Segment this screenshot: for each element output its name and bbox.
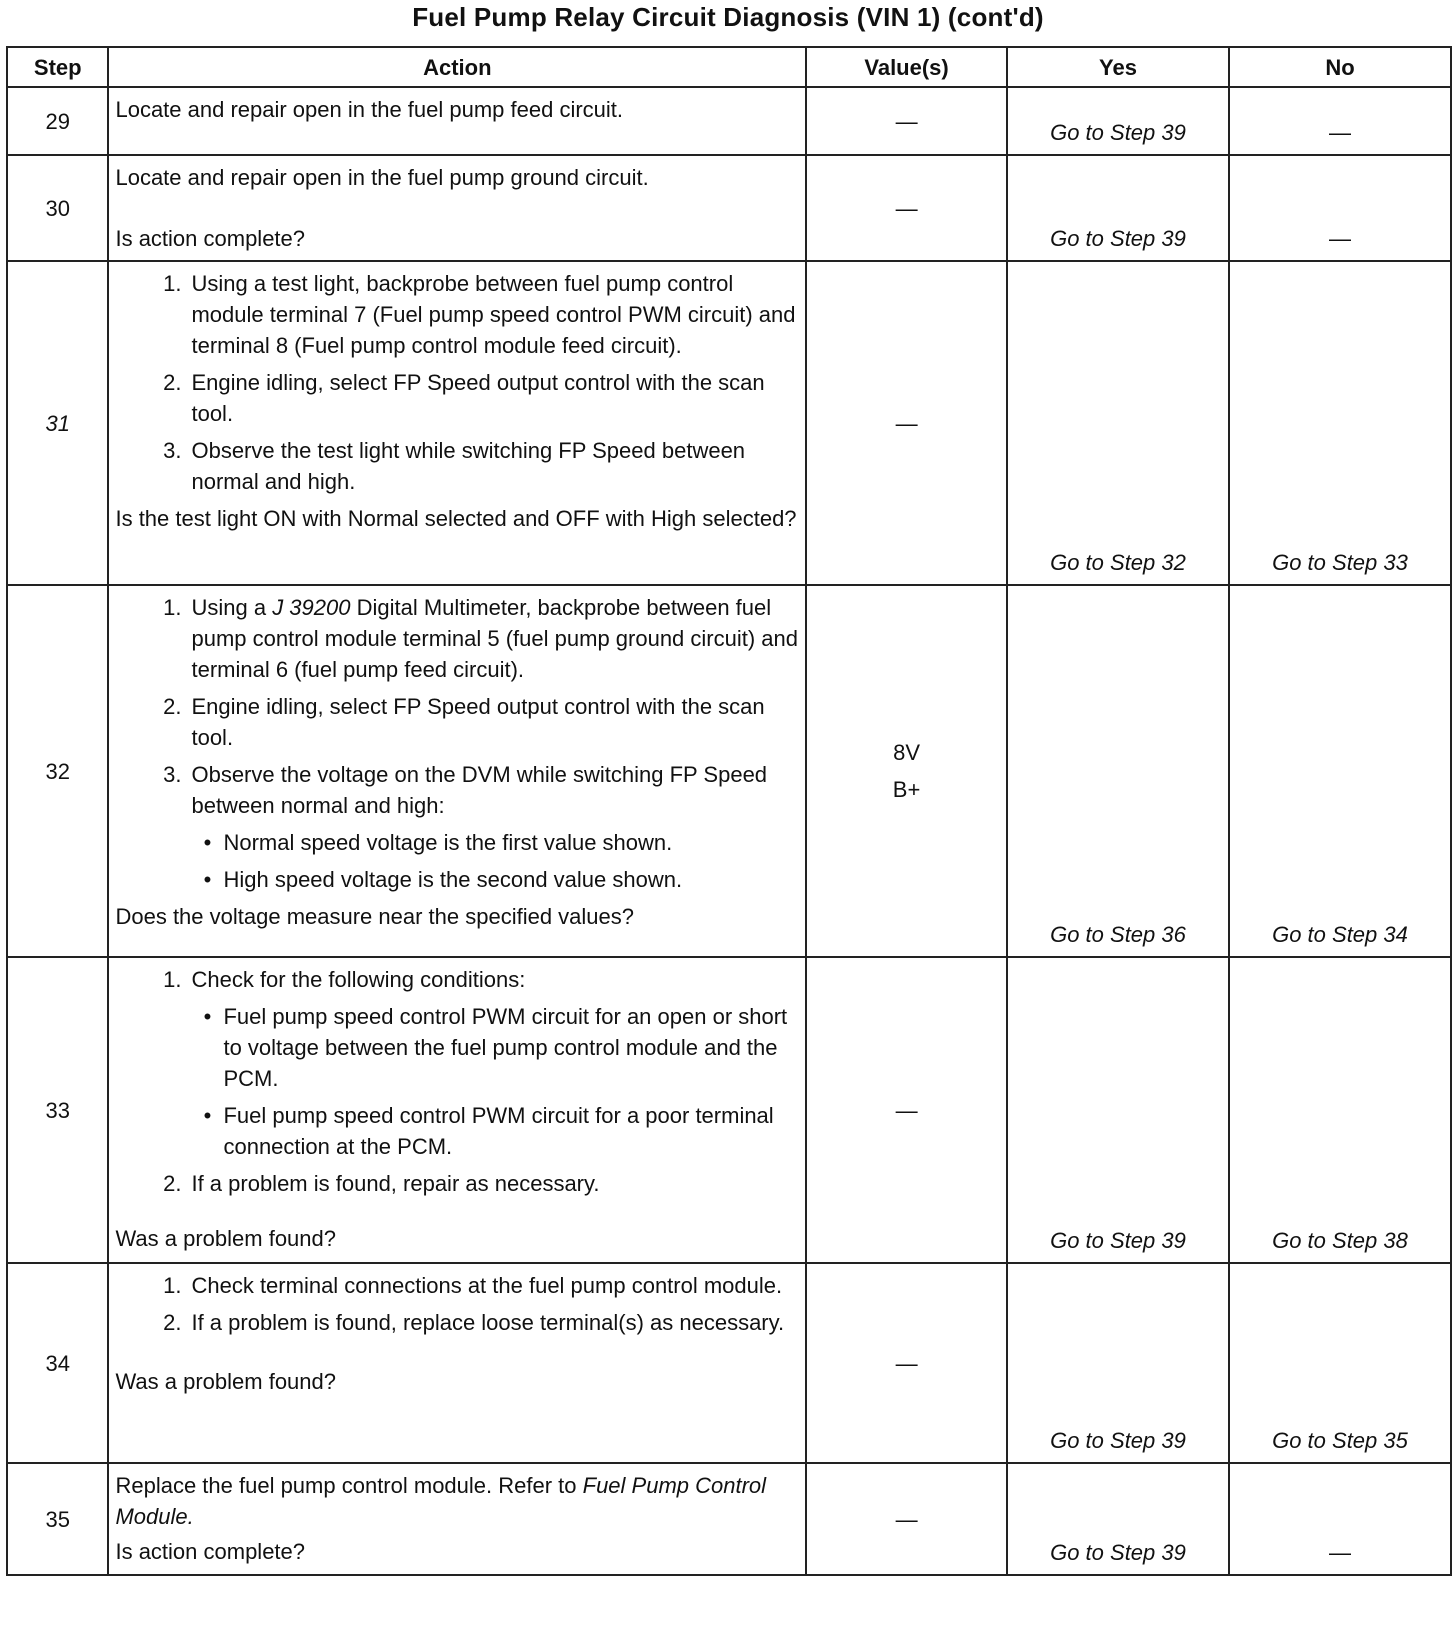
action-question: Was a problem found? [115, 1369, 336, 1394]
no-link[interactable]: Go to Step 33 [1229, 261, 1451, 585]
list-item: 1. Using a J 39200 Digital Multimeter, backprobe between fuel pump control module terminal 5 (fuel pump ground circuit) and terminal 6 (fuel pump feed circuit). [163, 595, 798, 682]
no-cell: — [1229, 155, 1451, 261]
no-link[interactable]: Go to Step 35 [1229, 1263, 1451, 1463]
list-item: 3. Observe the voltage on the DVM while switching FP Speed between normal and high: • Normal speed voltage is the first value shown. • High speed voltage is the second value shown. [115, 759, 799, 895]
yes-link[interactable]: Go to Step 32 [1007, 261, 1229, 585]
value-cell: — [806, 1463, 1007, 1575]
yes-link[interactable]: Go to Step 39 [1007, 87, 1229, 155]
table-row [7, 1463, 1451, 1575]
value-high: B+ [892, 777, 921, 802]
list-item: 1. Check for the following conditions: • Fuel pump speed control PWM circuit for an open or short to voltage between the fuel pump control module and the PCM. • Fuel pump speed control PWM circuit for a poor terminal connection at the PCM. [115, 964, 799, 1162]
step-number: 29 [7, 87, 108, 155]
header-step: Step [7, 47, 108, 87]
list-item: 1. Check terminal connections at the fuel pump control module. [163, 1273, 783, 1298]
action-cell [108, 585, 806, 957]
value-normal: 8V [893, 740, 921, 765]
no-cell: — [1229, 1463, 1451, 1575]
yes-link[interactable]: Go to Step 39 [1007, 1463, 1229, 1575]
yes-link[interactable]: Go to Step 39 [1007, 957, 1229, 1263]
action-question: Is action complete? [115, 1539, 306, 1564]
table-row [7, 261, 1451, 585]
table-row [7, 585, 1451, 957]
value-cell: — [806, 155, 1007, 261]
yes-link[interactable]: Go to Step 39 [1007, 155, 1229, 261]
header-values: Value(s) [806, 47, 1007, 87]
no-cell: — [1229, 87, 1451, 155]
action-text: Locate and repair open in the fuel pump feed circuit. [115, 97, 624, 122]
table-row [7, 1263, 1451, 1463]
step-number: 34 [7, 1263, 108, 1463]
diagnosis-table [6, 46, 1452, 1576]
header-no: No [1229, 47, 1451, 87]
action-question: Is action complete? [115, 226, 306, 251]
list-item: 1. Using a test light, backprobe between fuel pump control module terminal 7 (Fuel pump speed control PWM circuit) and terminal 8 (Fuel pump control module feed circuit). [163, 271, 796, 358]
action-question: Does the voltage measure near the specified values? [115, 904, 635, 929]
bullet-item: • Fuel pump speed control PWM circuit for an open or short to voltage between the fuel pump control module and the PCM. [203, 1004, 788, 1091]
value-cell: — [806, 261, 1007, 585]
action-question: Was a problem found? [115, 1226, 336, 1251]
action-cell [108, 261, 806, 585]
step-number: 33 [7, 957, 108, 1263]
bullet-item: • High speed voltage is the second value shown. [203, 867, 683, 892]
value-cell [806, 585, 1007, 957]
page-title: Fuel Pump Relay Circuit Diagnosis (VIN 1) (cont'd) [412, 2, 1044, 32]
action-text: Locate and repair open in the fuel pump ground circuit. [115, 165, 649, 190]
action-cell: Replace the fuel pump control module. Refer to Fuel Pump Control Module. Is action complete? [108, 1463, 806, 1575]
no-link[interactable]: Go to Step 34 [1229, 585, 1451, 957]
reference-link[interactable]: Fuel Pump Control Module. [115, 1473, 767, 1529]
table-row [7, 957, 1451, 1263]
table-row [7, 155, 1451, 261]
step-number: 31 [7, 261, 108, 585]
header-row [7, 47, 1451, 87]
list-item: 2. If a problem is found, replace loose terminal(s) as necessary. [163, 1310, 785, 1335]
yes-link[interactable]: Go to Step 36 [1007, 585, 1229, 957]
action-cell [108, 957, 806, 1263]
list-item: 2. Engine idling, select FP Speed output control with the scan tool. [163, 694, 765, 750]
header-action: Action [108, 47, 806, 87]
action-question: Is the test light ON with Normal selected and OFF with High selected? [115, 506, 797, 531]
table-row [7, 87, 1451, 155]
action-cell [108, 155, 806, 261]
no-link[interactable]: Go to Step 38 [1229, 957, 1451, 1263]
action-cell [108, 87, 806, 155]
value-cell: — [806, 87, 1007, 155]
list-item: 2. If a problem is found, repair as necessary. [163, 1171, 600, 1196]
value-cell: — [806, 957, 1007, 1263]
step-number: 30 [7, 155, 108, 261]
bullet-item: • Fuel pump speed control PWM circuit for a poor terminal connection at the PCM. [203, 1103, 774, 1159]
action-cell [108, 1263, 806, 1463]
value-cell: — [806, 1263, 1007, 1463]
step-number: 32 [7, 585, 108, 957]
step-number: 35 [7, 1463, 108, 1575]
bullet-item: • Normal speed voltage is the first value shown. [203, 830, 673, 855]
yes-link[interactable]: Go to Step 39 [1007, 1263, 1229, 1463]
list-item: 3. Observe the test light while switching FP Speed between normal and high. [163, 438, 746, 494]
list-item: 2. Engine idling, select FP Speed output control with the scan tool. [163, 370, 765, 426]
tool-reference: J 39200 [272, 595, 351, 620]
header-yes: Yes [1007, 47, 1229, 87]
